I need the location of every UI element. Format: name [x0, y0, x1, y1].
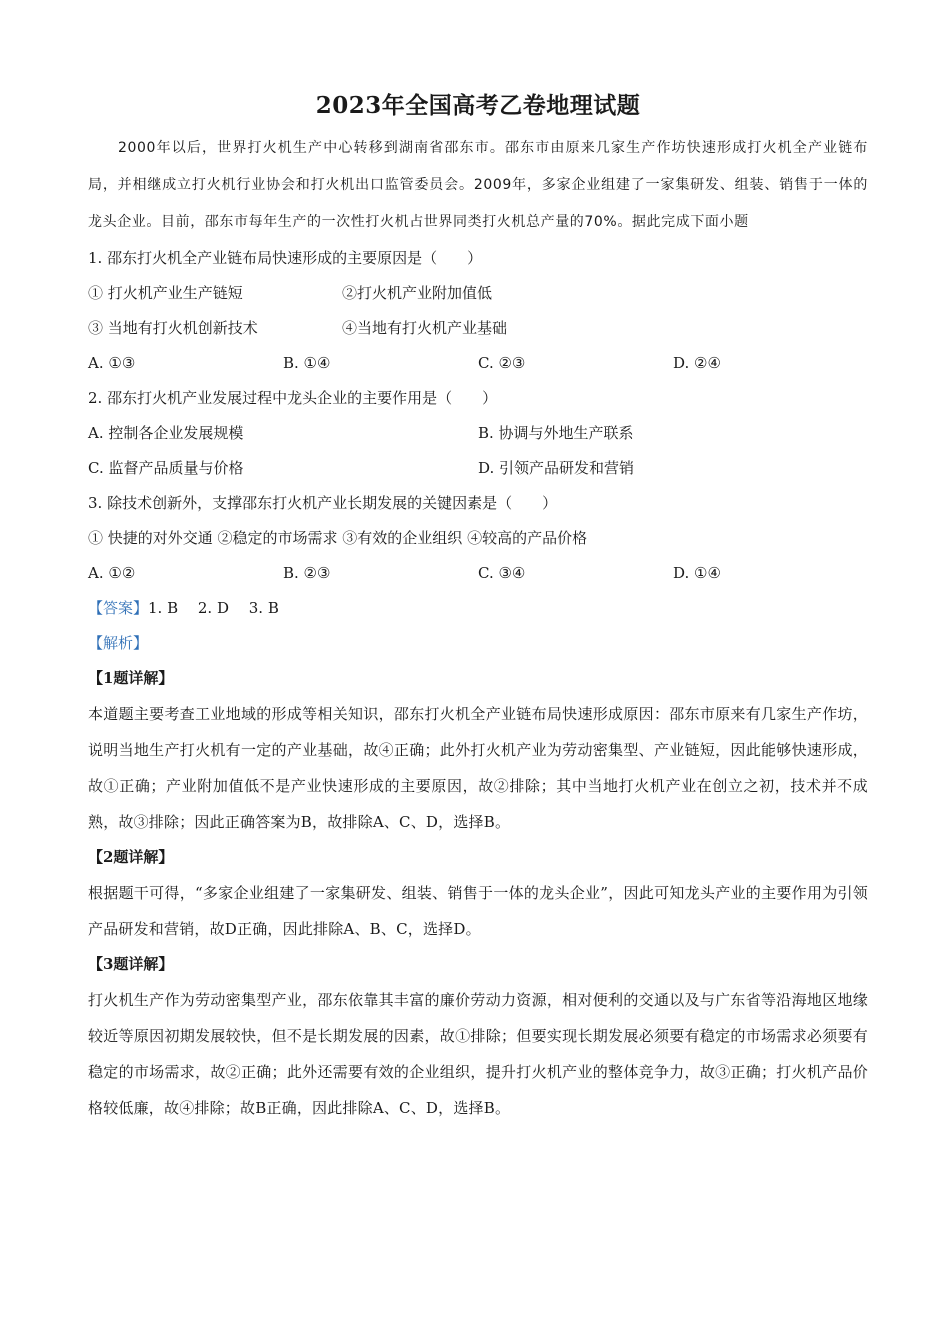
question-3-statements: ① 快捷的对外交通 ②稳定的市场需求 ③有效的企业组织 ④较高的产品价格 — [88, 529, 588, 547]
detail-3-heading: 【3题详解】 — [88, 955, 174, 973]
question-1-statements-row-1 — [88, 276, 868, 311]
document-page — [88, 86, 868, 1126]
option-b: B. ②③ — [283, 564, 331, 582]
question-2-options-row-2 — [88, 451, 868, 486]
question-1-stem: 1. 邵东打火机全产业链布局快速形成的主要原因是（ ） — [88, 249, 483, 267]
option-a: A. 控制各企业发展规模 — [88, 424, 244, 442]
statement-2: ②打火机产业附加值低 — [342, 284, 493, 302]
option-c: C. 监督产品质量与价格 — [88, 459, 244, 477]
option-b: B. ①④ — [283, 354, 331, 372]
question-2-stem: 2. 邵东打火机产业发展过程中龙头企业的主要作用是（ ） — [88, 389, 498, 407]
option-d: D. 引领产品研发和营销 — [478, 459, 635, 477]
answer-label: 【答案】 — [88, 599, 149, 617]
option-a: A. ①② — [88, 564, 136, 582]
option-c: C. ③④ — [478, 564, 526, 582]
answer-line — [88, 591, 868, 626]
option-b: B. 协调与外地生产联系 — [478, 424, 634, 442]
intro-paragraph: 2000年以后，世界打火机生产中心转移到湖南省邵东市。邵东市由原来几家生产作坊快速形成打火机全产业链布局，并相继成立打火机行业协会和打火机出口监管委员会。2009年，多家企业组建了一家集研发、组装、销售于一体的龙头企业。目前，邵东市每年生产的一次性打火机占世界同类打火机总产量的70%。据此完成下面小题 — [88, 140, 868, 230]
page-title: 2023年全国高考乙卷地理试题 — [315, 92, 641, 119]
detail-2-heading: 【2题详解】 — [88, 848, 174, 866]
option-d: D. ①④ — [673, 564, 721, 582]
question-2-options-row-1 — [88, 416, 868, 451]
question-3-stem: 3. 除技术创新外，支撑邵东打火机产业长期发展的关键因素是（ ） — [88, 494, 558, 512]
detail-3-text: 打火机生产作为劳动密集型产业，邵东依靠其丰富的廉价劳动力资源，相对便利的交通以及与广东省等沿海地区地缘较近等原因初期发展较快，但不是长期发展的因素，故①排除；但要实现长期发展必须要有稳定的市场需求必须要有稳定的市场需求，故②正确；此外还需要有效的企业组织，提升打火机产业的整体竞争力，故③正确；打火机产品价格较低廉，故④排除；故B正确，因此排除A、C、D，选择B。 — [88, 991, 868, 1117]
statement-3: ③ 当地有打火机创新技术 — [88, 319, 258, 337]
answer-text: 1. B 2. D 3. B — [148, 599, 279, 617]
option-c: C. ②③ — [478, 354, 526, 372]
question-1-options — [88, 346, 868, 381]
option-a: A. ①③ — [88, 354, 136, 372]
detail-1-heading: 【1题详解】 — [88, 669, 174, 687]
analysis-label: 【解析】 — [88, 634, 149, 652]
detail-2-text: 根据题干可得，“多家企业组建了一家集研发、组装、销售于一体的龙头企业”，因此可知龙头产业的主要作用为引领产品研发和营销，故D正确，因此排除A、B、C，选择D。 — [88, 884, 868, 938]
statement-4: ④当地有打火机产业基础 — [342, 319, 508, 337]
question-3-options — [88, 556, 868, 591]
statement-1: ① 打火机产业生产链短 — [88, 284, 243, 302]
detail-1-text: 本道题主要考查工业地域的形成等相关知识，邵东打火机全产业链布局快速形成原因：邵东市原来有几家生产作坊，说明当地生产打火机有一定的产业基础，故④正确；此外打火机产业为劳动密集型、产业链短，因此能够快速形成，故①正确；产业附加值低不是产业快速形成的主要原因，故②排除；其中当地打火机产业在创立之初，技术并不成熟，故③排除；因此正确答案为B，故排除A、C、D，选择B。 — [88, 705, 868, 831]
option-d: D. ②④ — [673, 354, 721, 372]
question-1-statements-row-2 — [88, 311, 868, 346]
